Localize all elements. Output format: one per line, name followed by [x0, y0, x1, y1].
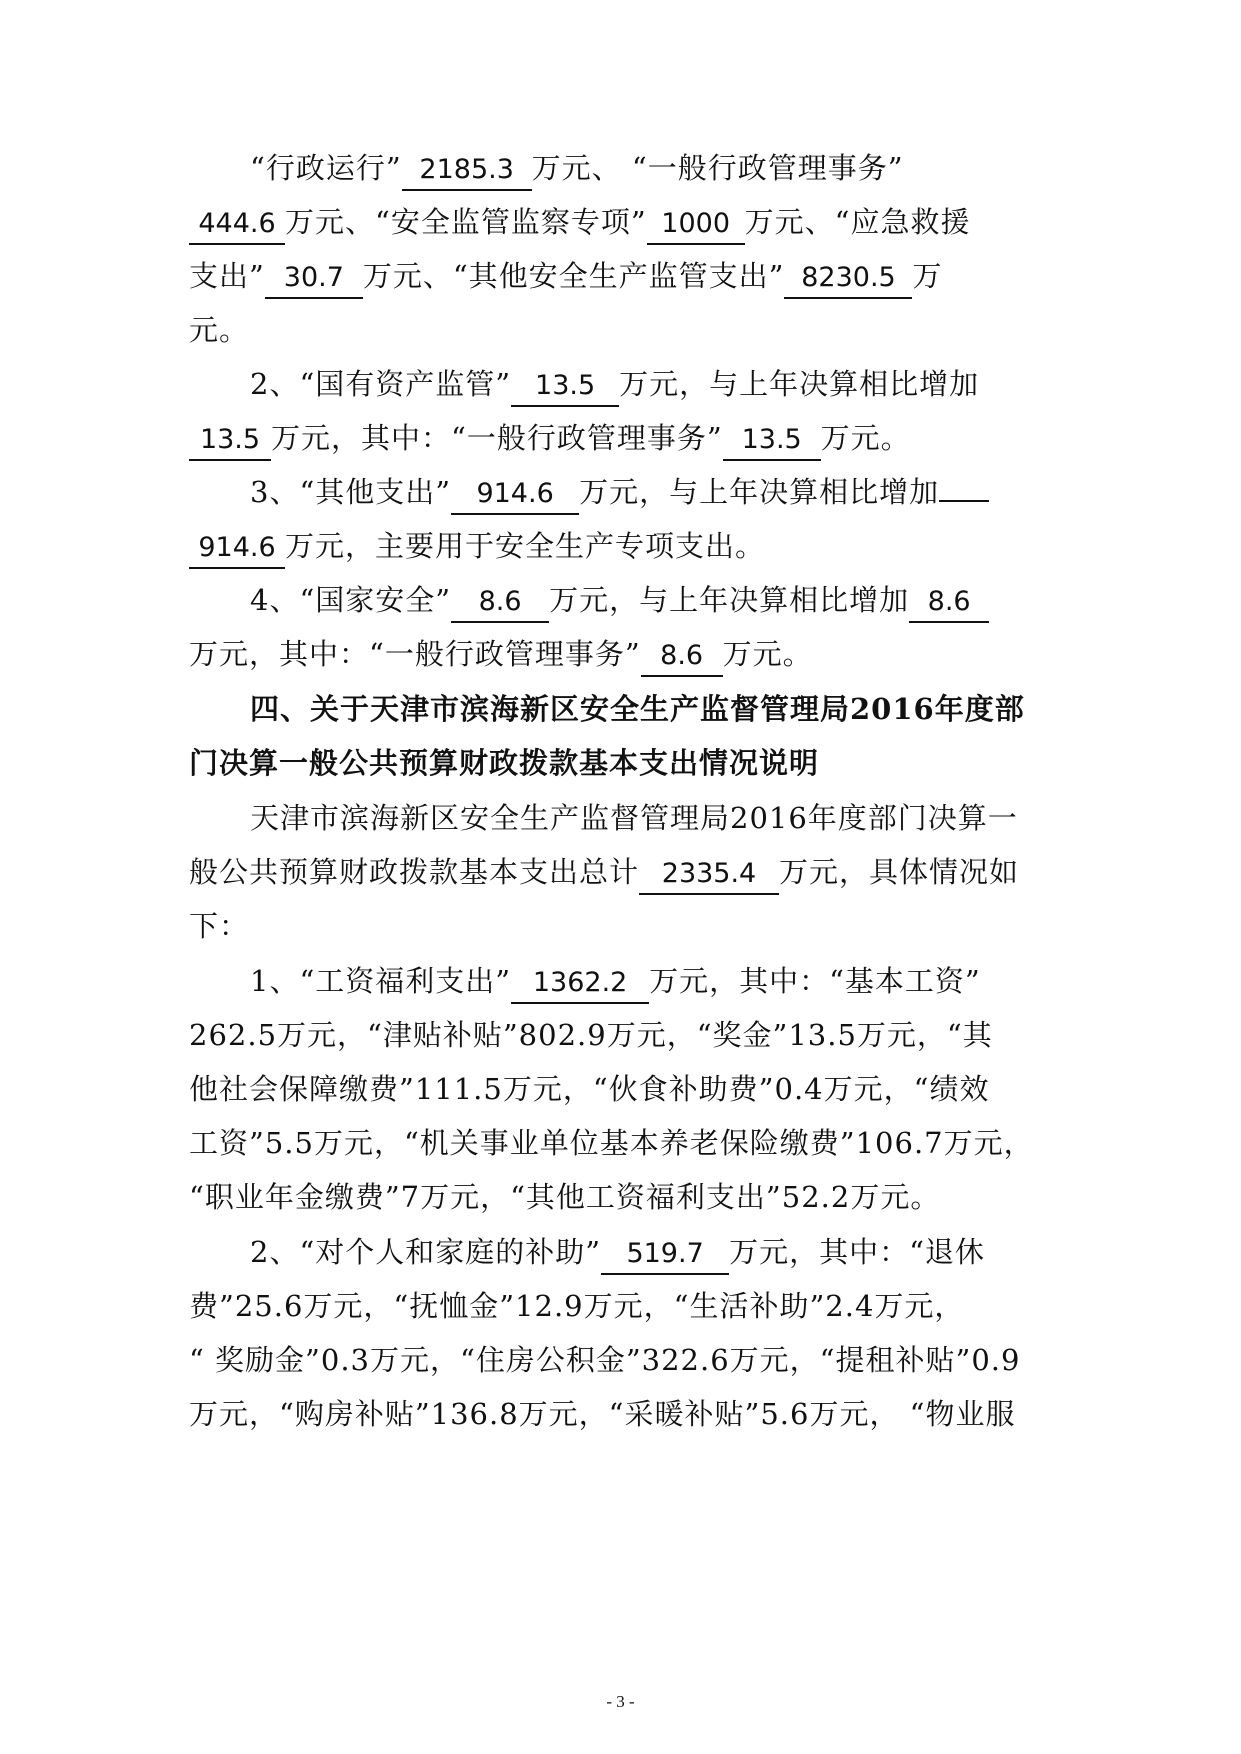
section-heading: 四、关于天津市滨海新区安全生产监督管理局2016年度部 [250, 692, 1025, 726]
text-line [250, 956, 1054, 1006]
text-segment: 4、“国家安全” [250, 583, 452, 617]
underlined-value: 30.7 [265, 259, 363, 299]
underlined-value: 1362.2 [511, 964, 649, 1004]
text-line [250, 359, 1054, 409]
underlined-value: 444.6 [189, 205, 285, 245]
underlined-value: 1000 [647, 205, 745, 245]
text-line: 费”25.6万元，“抚恤金”12.9万元，“生活补助”2.4万元， [189, 1289, 965, 1323]
underlined-value: 13.5 [511, 367, 619, 407]
text-line [250, 143, 1054, 193]
underlined-value: 519.7 [601, 1235, 729, 1275]
text-segment: 万元。 [722, 637, 813, 671]
text-segment: 万元，其中：“退休 [729, 1235, 985, 1269]
underlined-value: 914.6 [451, 475, 579, 515]
text-segment: 2、“对个人和家庭的补助” [250, 1235, 602, 1269]
text-segment: 万元，其中：“一般行政管理事务” [271, 421, 723, 455]
text-segment: 般公共预算财政拨款基本支出总计 [189, 855, 640, 889]
text-line [189, 629, 1054, 679]
text-line [189, 305, 1054, 355]
underlined-value: 2335.4 [639, 855, 779, 895]
underlined-value: 2185.3 [402, 151, 532, 191]
text-segment: 万 [912, 259, 943, 293]
text-line: “ 奖励金”0.3万元，“住房公积金”322.6万元，“提租补贴”0.9 [189, 1343, 1021, 1377]
text-line [250, 575, 1054, 625]
text-segment: 万元、“应急救援 [744, 205, 971, 239]
underlined-value: 13.5 [723, 421, 821, 461]
underlined-value: 8.6 [909, 583, 989, 623]
text-segment: 元。 [189, 313, 250, 347]
text-line: 262.5万元，“津贴补贴”802.9万元，“奖金”13.5万元，“其 [189, 1018, 993, 1052]
text-line [189, 251, 1054, 301]
text-segment: 万元，其中：“基本工资” [649, 964, 981, 998]
underlined-value: 8.6 [451, 583, 549, 623]
page-number: - 3 - [606, 1692, 635, 1711]
text-line: 工资”5.5万元，“机关事业单位基本养老保险缴费”106.7万元， [189, 1126, 1034, 1160]
text-line: 他社会保障缴费”111.5万元，“伙食补助费”0.4万元，“绩效 [189, 1072, 990, 1106]
underlined-value: 8.6 [641, 637, 723, 677]
text-line [189, 413, 1054, 463]
underlined-value: 13.5 [189, 421, 271, 461]
text-segment: 3、“其他支出” [250, 475, 452, 509]
text-segment: 万元。 [820, 421, 911, 455]
text-segment: 万元、“安全监管监察专项” [285, 205, 647, 239]
text-segment: 万元，其中：“一般行政管理事务” [189, 637, 641, 671]
text-line [250, 1227, 1054, 1277]
text-line: “职业年金缴费”7万元，“其他工资福利支出”52.2万元。 [189, 1180, 941, 1214]
text-line: 天津市滨海新区安全生产监督管理局2016年度部门决算一 [250, 801, 1018, 835]
text-segment: 万元，与上年决算相比增加 [549, 583, 910, 617]
text-segment: 万元、 “一般行政管理事务” [531, 151, 904, 185]
text-segment: 万元，与上年决算相比增加 [579, 475, 940, 509]
text-segment: 万元，与上年决算相比增加 [619, 367, 980, 401]
text-segment: 1、“工资福利支出” [250, 964, 512, 998]
text-segment: 支出” [189, 259, 265, 293]
text-line [189, 521, 1054, 571]
text-line [250, 467, 1054, 517]
section-heading: 门决算一般公共预算财政拨款基本支出情况说明 [189, 746, 820, 780]
underlined-value: 914.6 [189, 529, 285, 569]
underlined-value: 8230.5 [784, 259, 912, 299]
text-segment: 万元、“其他安全生产监管支出” [362, 259, 785, 293]
text-line [189, 197, 1054, 247]
text-segment: “行政运行” [250, 151, 402, 185]
text-line [189, 847, 1054, 897]
text-segment: 万元，主要用于安全生产专项支出。 [285, 529, 766, 563]
blank-underline [939, 500, 989, 502]
text-line: 万元，“购房补贴”136.8万元，“采暖补贴”5.6万元， “物业服 [189, 1397, 1016, 1431]
text-segment: 2、“国有资产监管” [250, 367, 512, 401]
text-line: 下： [189, 909, 250, 943]
text-segment: 万元，具体情况如 [779, 855, 1020, 889]
